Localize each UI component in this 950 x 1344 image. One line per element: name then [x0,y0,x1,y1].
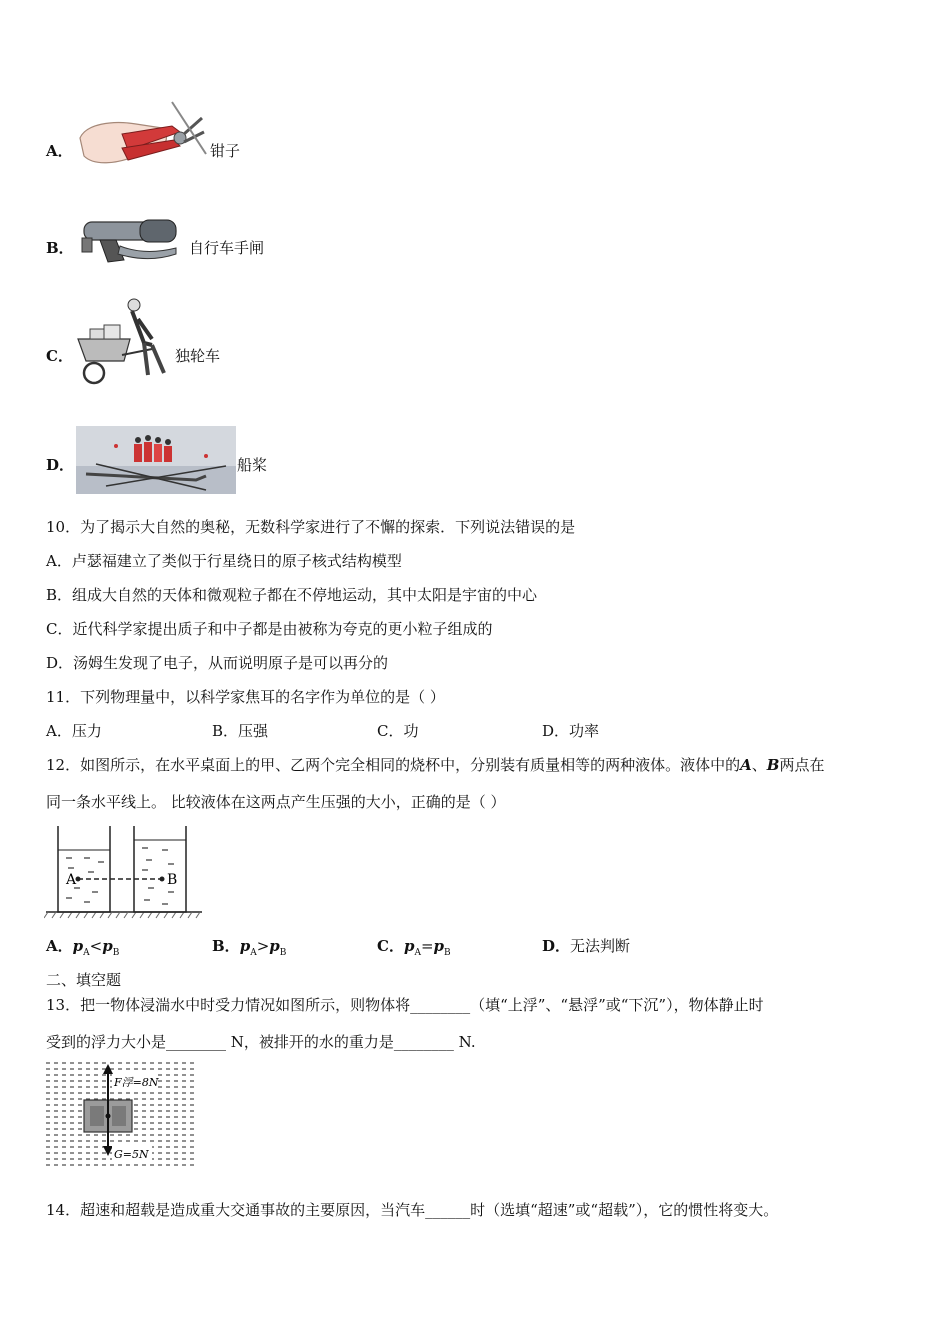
option-caption-a: 钳子 [210,142,241,160]
point-a-label: A [66,872,77,888]
option-caption-d: 船桨 [237,456,268,474]
question-11-option-d: D．功率 [542,722,600,740]
question-14-text: 14．超速和超载是造成重大交通事故的主要原因，当汽车______时（选填“超速”或“超载”），它的惯性将变大。 [46,1201,779,1219]
question-12-option-c: C．$p_A=p_B$ [377,937,451,958]
question-12-stem-line1: 12．如图所示，在水平桌面上的甲、乙两个完全相同的烧杯中，分别装有质量相等的两种液体。液体中的A、B两点在 [46,756,825,774]
question-11-option-c: C．功 [377,722,419,740]
buoyancy-force-label: F浮=8N [114,1076,159,1089]
option-caption-b: 自行车手闸 [189,239,265,257]
question-11-stem: 11．下列物理量中，以科学家焦耳的名字作为单位的是（ ） [46,688,445,706]
pliers-icon [76,98,208,180]
option-label-d: D． [46,456,75,474]
question-13-line1: 13．把一物体浸湍水中时受力情况如图所示，则物体将________（填“上浮”、“悬浮”或“下沉”），物体静止时 [46,996,764,1014]
question-10-stem: 10．为了揭示大自然的奥秘，无数科学家进行了不懈的探索．下列说法错误的是 [46,518,576,536]
question-10-option-d: D．汤姆生发现了电子，从而说明原子是可以再分的 [46,654,389,672]
question-12-option-d: D．无法判断 [542,937,631,955]
question-10-option-c: C．近代科学家提出质子和中子都是由被称为夸克的更小粒子组成的 [46,620,493,638]
question-12-option-a: A．$p_A<p_B$ [46,937,120,958]
section-title: 二、填空题 [46,971,122,989]
point-b-label: B [167,872,178,888]
question-10-option-b: B．组成大自然的天体和微观粒子都在不停地运动，其中太阳是宇宙的中心 [46,586,538,604]
option-label-a: A． [46,142,73,160]
question-11-option-b: B．压强 [212,722,269,740]
question-13-line2: 受到的浮力大小是________ N，被排开的水的重力是________ N. [46,1033,476,1051]
gravity-force-label: G=5N [114,1148,149,1161]
question-12-stem-line2: 同一条水平线上。 比较液体在这两点产生压强的大小，正确的是（ ） [46,793,506,811]
wheelbarrow-icon [72,295,172,387]
question-10-option-a: A．卢瑟福建立了类似于行星绕日的原子核式结构模型 [46,552,402,570]
rowing-boat-icon [76,426,236,494]
option-label-c: C． [46,347,73,365]
buoyancy-figure [46,1060,194,1168]
option-label-b: B． [46,239,74,257]
question-12-option-b: B．$p_A>p_B$ [212,937,287,958]
beakers-figure [44,822,204,922]
bicycle-brake-icon [80,216,180,268]
question-11-option-a: A．压力 [46,722,102,740]
option-caption-c: 独轮车 [175,347,221,365]
